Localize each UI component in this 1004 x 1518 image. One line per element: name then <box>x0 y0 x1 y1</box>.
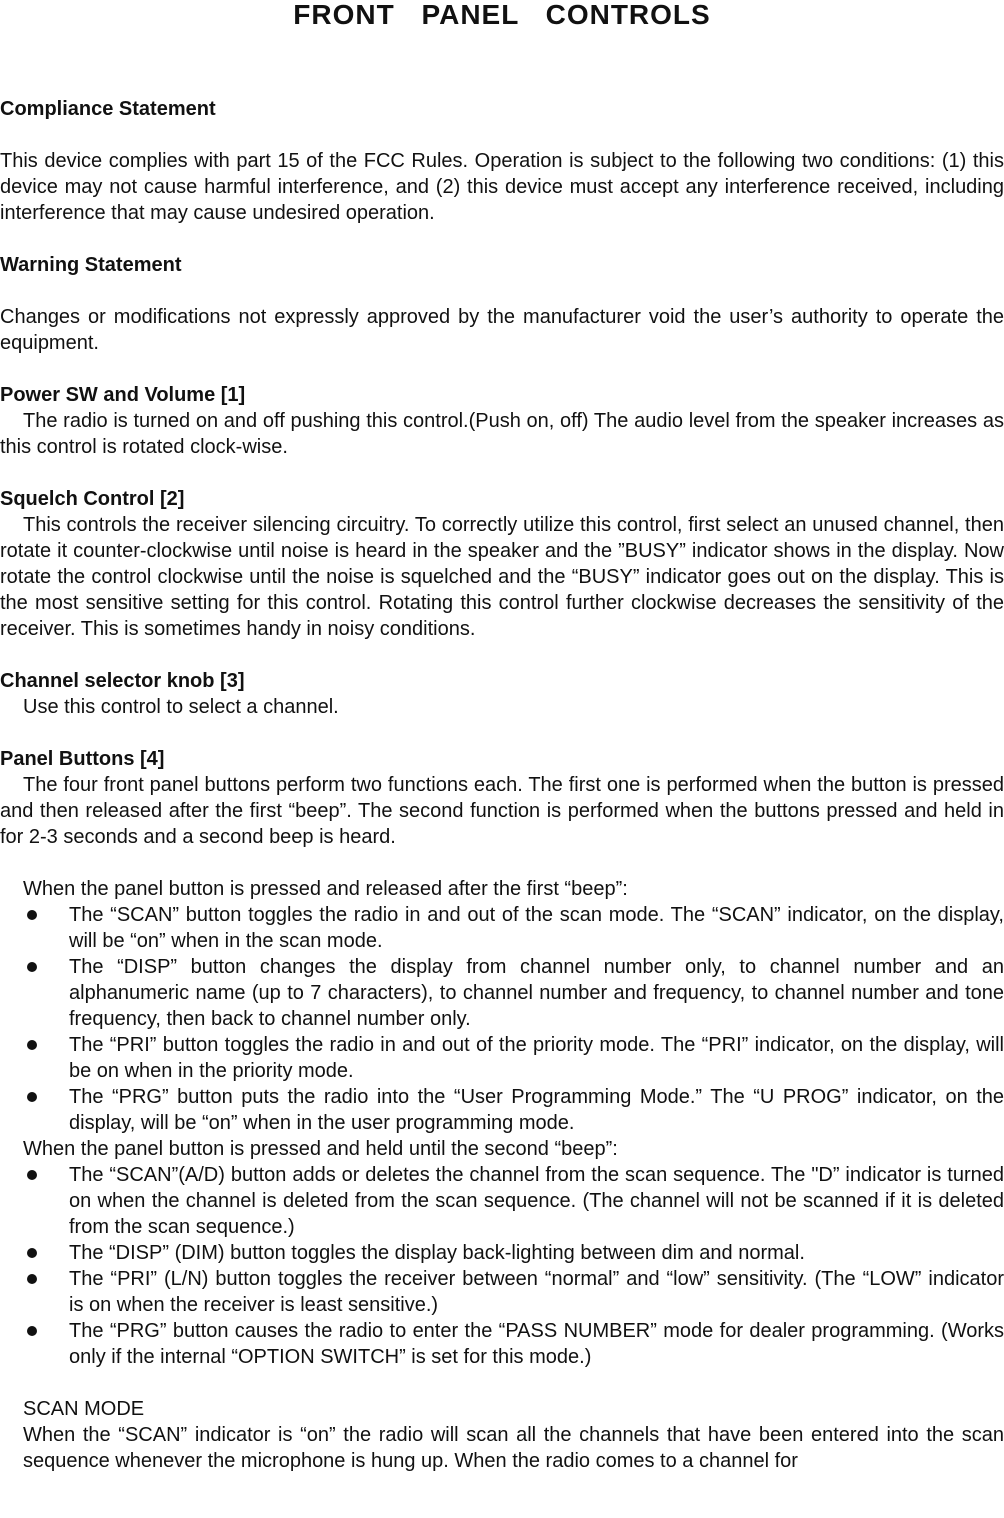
bullet-icon <box>27 1248 37 1258</box>
list-item: The “DISP” (DIM) button toggles the display back-lighting between dim and normal. <box>0 1240 1004 1266</box>
list-item: The “SCAN” button toggles the radio in and out of the scan mode. The “SCAN” indicator, on the display, will be “on” when in the scan mode. <box>0 902 1004 954</box>
bullet-icon <box>27 1274 37 1284</box>
warning-heading: Warning Statement <box>0 254 182 276</box>
scan-mode-heading: SCAN MODE <box>23 1398 145 1420</box>
compliance-text: This device complies with part 15 of the FCC Rules. Operation is subject to the following two conditions: (1) this device may not cause harmful interference, and (2) this device must accept any interference received, including interference that may cause undesired operation. <box>0 150 1004 224</box>
squelch-text: This controls the receiver silencing circuitry. To correctly utilize this control, first select an unused channel, then rotate it counter-clockwise until noise is heard in the speaker and the ”BUSY” indicator shows in the display. Now rotate the control clockwise until the noise is squelched and the “BUSY” indicator goes out on the display. This is the most sensitive setting for this control. Rotating this control further clockwise decreases the sensitivity of the receiver. This is sometimes handy in noisy conditions. <box>0 514 1004 640</box>
bullet-icon <box>27 910 37 920</box>
bullet-icon <box>27 962 37 972</box>
power-text: The radio is turned on and off pushing this control.(Push on, off) The audio level from the speaker increases as this control is rotated clock-wise. <box>0 410 1004 458</box>
list-item: The “PRI” (L/N) button toggles the receiver between “normal” and “low” sensitivity. (The “LOW” indicator is on when the receiver is least sensitive.) <box>0 1266 1004 1318</box>
compliance-heading: Compliance Statement <box>0 98 216 120</box>
bullet-icon <box>27 1326 37 1336</box>
squelch-heading: Squelch Control [2] <box>0 488 185 510</box>
first-beep-list <box>0 902 1004 1136</box>
panel-text: The four front panel buttons perform two functions each. The first one is performed when the button is pressed and then released after the first “beep”. The second function is performed when the buttons pressed and held in for 2-3 seconds and a second beep is heard. <box>0 774 1004 848</box>
warning-text: Changes or modifications not expressly approved by the manufacturer void the user’s authority to operate the equipment. <box>0 306 1004 354</box>
power-heading: Power SW and Volume [1] <box>0 384 246 406</box>
channel-heading: Channel selector knob [3] <box>0 670 245 692</box>
page-title: FRONT PANEL CONTROLS <box>293 0 711 30</box>
spacer <box>0 30 1004 82</box>
list-item: The “PRG” button causes the radio to enter the “PASS NUMBER” mode for dealer programming. (Works only if the internal “OPTION SWITCH” is set for this mode.) <box>0 1318 1004 1370</box>
scan-mode-text: When the “SCAN” indicator is “on” the radio will scan all the channels that have been entered into the scan sequence whenever the microphone is hung up. When the radio comes to a channel for <box>23 1424 1004 1472</box>
list-item: The “SCAN”(A/D) button adds or deletes the channel from the scan sequence. The "D” indicator is turned on when the channel is deleted from the scan sequence. (The channel will not be scanned if it is deleted from the scan sequence.) <box>0 1162 1004 1240</box>
list-item: The “PRG” button puts the radio into the “User Programming Mode.” The “U PROG” indicator, on the display, will be “on” when in the user programming mode. <box>0 1084 1004 1136</box>
bullet-icon <box>27 1170 37 1180</box>
second-beep-lead: When the panel button is pressed and held until the second “beep”: <box>23 1138 618 1160</box>
list-item: The “DISP” button changes the display from channel number only, to channel number and an alphanumeric name (up to 7 characters), to channel number and frequency, to channel number and tone frequency, then back to channel number only. <box>0 954 1004 1032</box>
first-beep-lead: When the panel button is pressed and released after the first “beep”: <box>23 878 628 900</box>
channel-text: Use this control to select a channel. <box>23 696 339 718</box>
list-item: The “PRI” button toggles the radio in and out of the priority mode. The “PRI” indicator, on the display, will be on when in the priority mode. <box>0 1032 1004 1084</box>
bullet-icon <box>27 1092 37 1102</box>
bullet-icon <box>27 1040 37 1050</box>
second-beep-list <box>0 1162 1004 1370</box>
panel-heading: Panel Buttons [4] <box>0 748 165 770</box>
